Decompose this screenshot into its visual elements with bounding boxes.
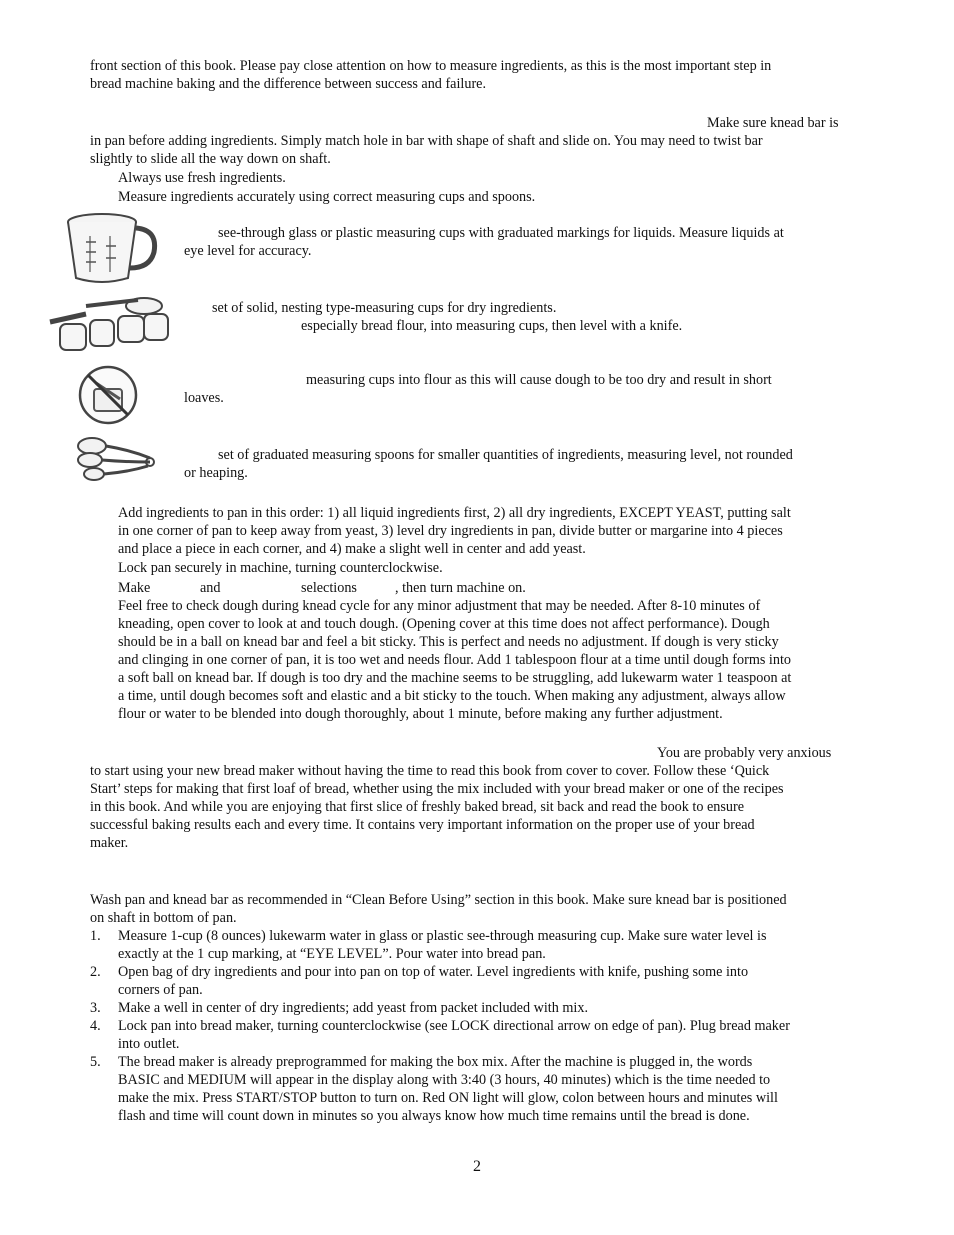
no-scoop-line-2: loaves. [184, 390, 224, 406]
knead-line-3: slightly to slide all the way down on shaft. [90, 151, 331, 167]
step-5-number: 5. [90, 1054, 101, 1070]
quick-line-6: maker. [90, 835, 129, 851]
quick-line-5: successful baking results each and every time. It contains very important information on the proper use of your bread [90, 817, 755, 833]
step-5-line-4: flash and time will count down in minutes so you always know how much time remains until the bread is done. [118, 1108, 750, 1124]
step-1-line-1: Measure 1-cup (8 ounces) lukewarm water in glass or plastic see-through measuring cup. Make sure water level is [118, 928, 767, 944]
step-1-number: 1. [90, 928, 101, 944]
wash-line-2: on shaft in bottom of pan. [90, 910, 237, 926]
step-2-number: 2. [90, 964, 101, 980]
make-word: Make [118, 580, 151, 596]
no-scoop-line-1: measuring cups into flour as this will cause dough to be too dry and result in short [306, 372, 772, 388]
measure-accurately: Measure ingredients accurately using correct measuring cups and spoons. [118, 189, 536, 205]
step-2-line-2: corners of pan. [118, 982, 203, 998]
and-word: and [200, 580, 221, 596]
quick-line-1: You are probably very anxious [657, 745, 832, 761]
check-line-2: kneading, open cover to look at and touch dough. (Opening cover at this time does not affect performance). Dough [118, 616, 770, 632]
liquid-cup-line-1: see-through glass or plastic measuring cups with graduated markings for liquids. Measure liquids at [218, 225, 784, 241]
check-line-3: should be in a ball on knead bar and feel a bit sticky. This is perfect and needs no adjustment. If dough is very sticky [118, 634, 779, 650]
check-line-7: flour or water to be blended into dough thoroughly, about 1 minute, before making any further adjustment. [118, 706, 723, 722]
liquid-measuring-cup-icon [50, 212, 170, 288]
intro-line-1: front section of this book. Please pay close attention on how to measure ingredients, as this is the most important step in [90, 58, 772, 74]
selections-word: selections [301, 580, 357, 596]
quick-line-2: to start using your new bread maker without having the time to read this book from cover to cover. Follow these ‘Quick [90, 763, 770, 779]
check-line-5: a soft ball on knead bar. If dough is too dry and the machine seems to be struggling, add lukewarm water 1 teaspoon at [118, 670, 792, 686]
dry-cups-line-1: set of solid, nesting type-measuring cups for dry ingredients. [212, 300, 557, 316]
step-5-line-3: make the mix. Press START/STOP button to turn on. Red ON light will glow, colon between hours and minutes will [118, 1090, 778, 1106]
measuring-spoons-icon [72, 432, 156, 486]
step-1-line-2: exactly at the 1 cup marking, at “EYE LEVEL”. Pour water into bread pan. [118, 946, 546, 962]
turn-on-text: , then turn machine on. [395, 580, 526, 596]
step-2-line-1: Open bag of dry ingredients and pour into pan on top of water. Level ingredients with knife, pushing some into [118, 964, 749, 980]
order-line-3: and place a piece in each corner, and 4) make a slight well in center and add yeast. [118, 541, 586, 557]
quick-line-4: in this book. And while you are enjoying that first slice of freshly baked bread, sit back and read the book to ensure [90, 799, 745, 815]
order-line-1: Add ingredients to pan in this order: 1) all liquid ingredients first, 2) all dry ingredients, EXCEPT YEAST, putting salt [118, 505, 791, 521]
order-line-2: in one corner of pan to keep away from yeast, 3) level dry ingredients in pan, divide butter or margarine into 4 pieces [118, 523, 783, 539]
wash-line-1: Wash pan and knead bar as recommended in “Clean Before Using” section in this book. Make sure knead bar is positioned [90, 892, 787, 908]
spoons-line-1: set of graduated measuring spoons for smaller quantities of ingredients, measuring level, not rounded [218, 447, 793, 463]
step-4-line-1: Lock pan into bread maker, turning counterclockwise (see LOCK directional arrow on edge of pan). Plug bread maker [118, 1018, 790, 1034]
step-3-number: 3. [90, 1000, 101, 1016]
step-3-line-1: Make a well in center of dry ingredients; add yeast from packet included with mix. [118, 1000, 589, 1016]
check-line-1: Feel free to check dough during knead cycle for any minor adjustment that may be needed. After 8-10 minutes of [118, 598, 761, 614]
spoons-line-2: or heaping. [184, 465, 248, 481]
fresh-ingredients: Always use fresh ingredients. [118, 170, 286, 186]
no-scooping-icon [76, 363, 140, 427]
page-number: 2 [473, 1158, 481, 1175]
lock-pan: Lock pan securely in machine, turning counterclockwise. [118, 560, 443, 576]
dry-measuring-cups-icon [46, 292, 172, 358]
check-line-6: a time, until dough becomes soft and elastic and a bit sticky to the touch. When making any adjustment, always allow [118, 688, 786, 704]
step-5-line-2: BASIC and MEDIUM will appear in the display along with 3:40 (3 hours, 40 minutes) which is the time needed to [118, 1072, 771, 1088]
dry-cups-line-2: especially bread flour, into measuring cups, then level with a knife. [301, 318, 683, 334]
step-4-number: 4. [90, 1018, 101, 1034]
liquid-cup-line-2: eye level for accuracy. [184, 243, 312, 259]
intro-line-2: bread machine baking and the difference between success and failure. [90, 76, 487, 92]
step-4-line-2: into outlet. [118, 1036, 180, 1052]
quick-line-3: Start’ steps for making that first loaf of bread, whether using the mix included with your bread maker or one of the recipes [90, 781, 784, 797]
check-line-4: and clinging in one corner of pan, it is too wet and needs flour. Add 1 tablespoon flour at a time until dough forms into [118, 652, 791, 668]
knead-line-2: in pan before adding ingredients. Simply match hole in bar with shape of shaft and slide on. You may need to twist bar [90, 133, 763, 149]
knead-line-1: Make sure knead bar is [707, 115, 839, 131]
step-5-line-1: The bread maker is already preprogrammed for making the box mix. After the machine is plugged in, the words [118, 1054, 753, 1070]
